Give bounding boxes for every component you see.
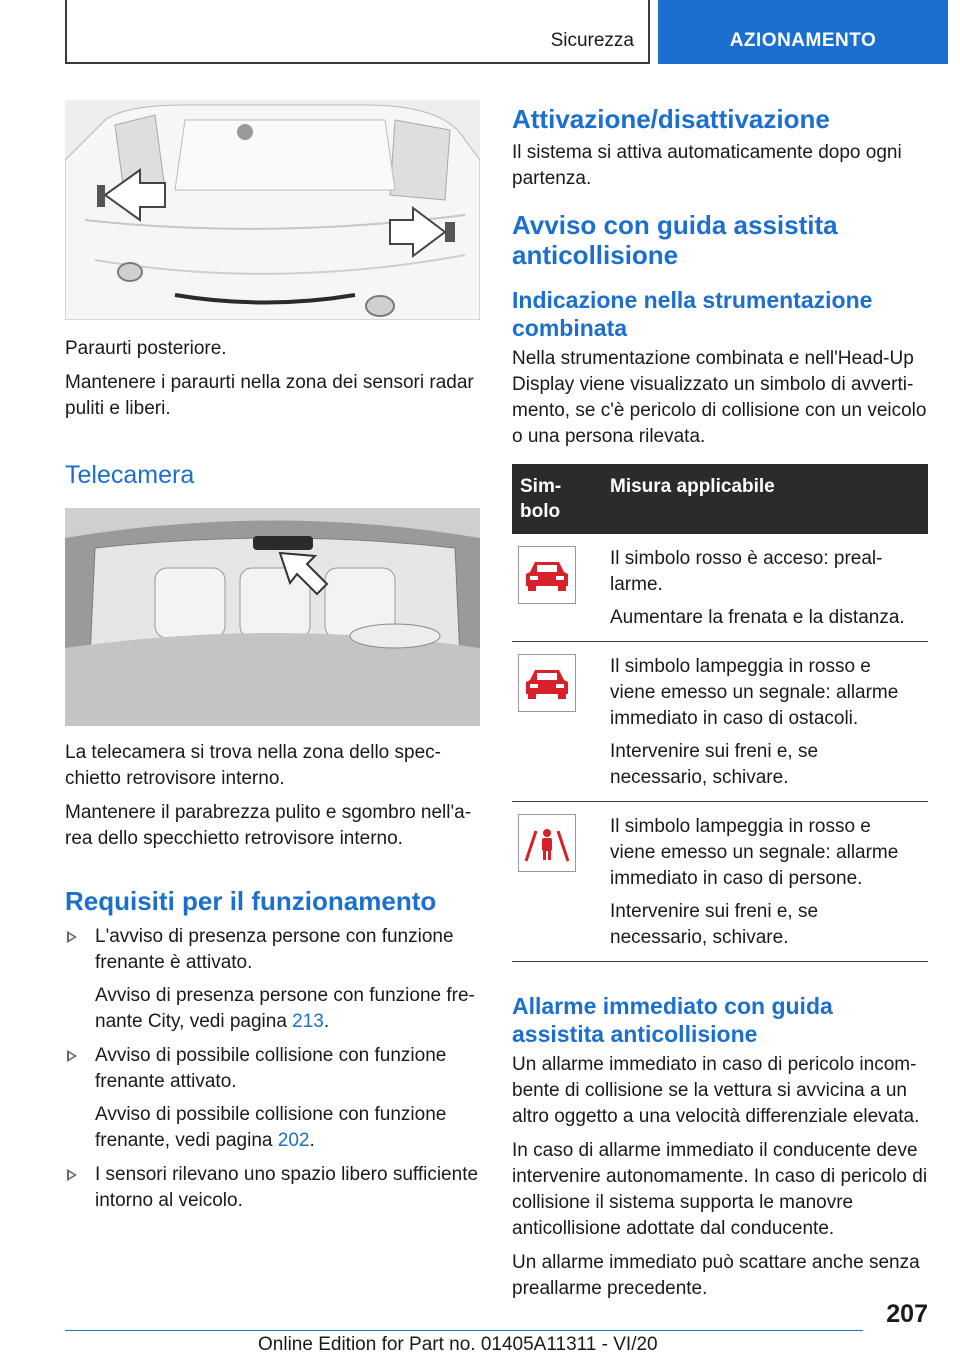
activation-heading: Attivazione/disattivazione	[512, 104, 830, 134]
red-car-icon	[518, 546, 576, 604]
page-number: 207	[886, 1300, 928, 1328]
bullet-subtext: Avviso di possibile collisione con funzione frenante, vedi pagina 202.	[95, 1104, 447, 1151]
table-header-measure: Misura applicabile	[602, 464, 928, 534]
bullet-subtext: Avviso di presenza persone con funzione frenante City, vedi pagina 213.	[95, 985, 475, 1032]
page-link-213[interactable]: 213	[292, 1011, 324, 1032]
immediate-alarm-text-1: Un allarme immediato in caso di pericolo incombente di collisione se la vettura si avvicina a un altro oggetto a una velocità differenziale elevata.	[512, 1054, 920, 1127]
right-column	[512, 100, 928, 1302]
bullet-text: L'avviso di presenza persone con funzione frenante è attivato.	[95, 926, 454, 973]
table-cell-text: Aumentare la frenata e la distanza.	[610, 607, 905, 628]
activation-text: Il sistema si attiva automaticamente dopo ogni partenza.	[512, 142, 902, 189]
table-row	[512, 642, 928, 802]
bumper-text: Mantenere i paraurti nella zona dei sensori radar puliti e liberi.	[65, 372, 474, 419]
header-chapter-tab: AZIONAMENTO	[658, 0, 948, 64]
bullet-text: Avviso di possibile collisione con funzione frenante attivato.	[95, 1045, 447, 1092]
red-person-icon	[518, 814, 576, 872]
triangle-bullet-icon	[67, 1050, 77, 1062]
page-link-202[interactable]: 202	[277, 1130, 310, 1151]
immediate-alarm-text-3: Un allarme immediato può scattare anche senza preallarme precedente.	[512, 1252, 920, 1299]
table-header-symbol: Simbolo	[512, 464, 602, 534]
warning-heading: Avviso con guida assistita anticollisione	[512, 210, 838, 270]
table-cell-text: Il simbolo lampeggia in rosso e viene emesso un segnale: allarme immediato in caso di ostacoli.	[610, 656, 899, 729]
table-cell-text: Il simbolo lampeggia in rosso e viene emesso un segnale: allarme immediato in caso di persone.	[610, 816, 899, 889]
footer-edition: Online Edition for Part no. 01405A11311 - VI/20	[258, 1334, 658, 1355]
header-section-box	[65, 0, 650, 64]
symbol-table	[512, 464, 928, 962]
rear-bumper-illustration	[65, 100, 480, 320]
table-cell-text: Intervenire sui freni e, se necessario, schivare.	[610, 901, 819, 948]
red-car-icon	[518, 654, 576, 712]
rear-bumper-drawing	[65, 100, 480, 320]
bumper-caption: Paraurti posteriore.	[65, 338, 227, 359]
camera-text: Mantenere il parabrezza pulito e sgombro nell'area dello specchietto retrovisore interno.	[65, 802, 472, 849]
immediate-alarm-text-2: In caso di allarme immediato il conducente deve intervenire autonomamente. In caso di pericolo di collisione il sistema supporta le manovre anticollisione adottate dal conducente.	[512, 1140, 928, 1239]
indicator-text: Nella strumentazione combinata e nell'Head-Up Display viene visualizzato un simbolo di avvertimento, se c'è pericolo di collisione con un veicolo o una persona rilevata.	[512, 348, 927, 447]
camera-caption: La telecamera si trova nella zona dello specchietto retrovisore interno.	[65, 742, 441, 789]
requirements-list	[65, 924, 480, 1214]
table-cell-text: Intervenire sui freni e, se necessario, schivare.	[610, 741, 819, 788]
camera-heading: Telecamera	[65, 461, 195, 489]
camera-illustration	[65, 508, 480, 726]
table-row	[512, 802, 928, 962]
triangle-bullet-icon	[67, 931, 77, 943]
list-item	[65, 1043, 480, 1154]
immediate-alarm-heading: Allarme immediato con guida assistita anticollisione	[512, 993, 833, 1047]
left-column	[65, 100, 480, 1214]
table-cell-text: Il simbolo rosso è acceso: preallarme.	[610, 548, 883, 595]
list-item	[65, 1162, 480, 1214]
requirements-heading: Requisiti per il funzionamento	[65, 886, 437, 916]
bullet-text: I sensori rilevano uno spazio libero sufficiente intorno al veicolo.	[95, 1164, 479, 1211]
list-item	[65, 924, 480, 1035]
triangle-bullet-icon	[67, 1169, 77, 1181]
table-row	[512, 534, 928, 642]
header-section-title: Sicurezza	[550, 30, 634, 51]
indicator-heading: Indicazione nella strumentazione combinata	[512, 287, 873, 341]
camera-drawing	[65, 508, 480, 726]
footer-divider	[65, 1330, 863, 1331]
